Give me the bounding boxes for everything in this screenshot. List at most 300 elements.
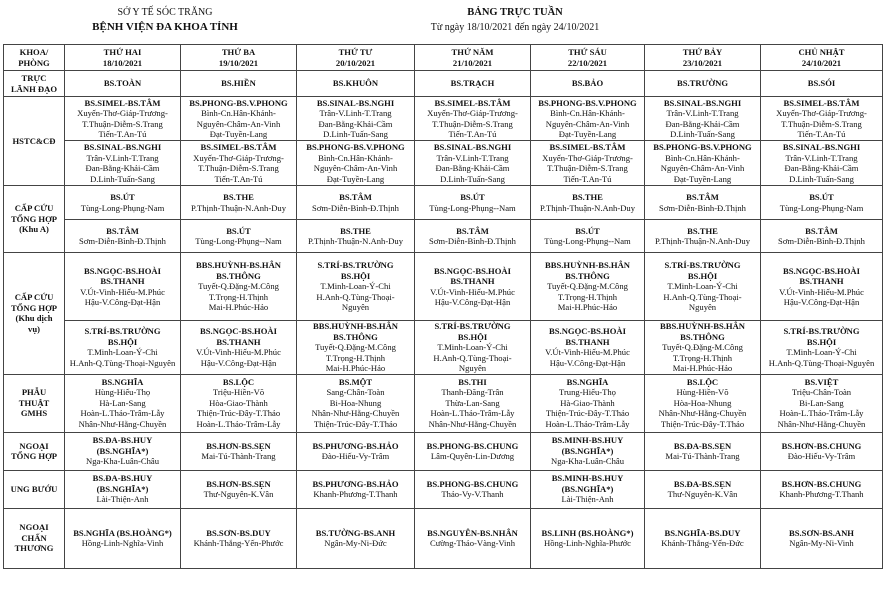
duty-doctors: BS.TƯỜNG-BS.ANH	[315, 527, 396, 538]
duty-staff: Tùng-Long-Phụng--Nam	[195, 236, 282, 246]
org-hospital: BỆNH VIỆN ĐA KHOA TỈNH	[92, 21, 238, 33]
duty-staff: Tùng-Long-Phụng-Nam	[80, 202, 165, 213]
duty-doctors: (BS.NGHĨA*)	[561, 483, 614, 494]
day-date: 23/10/2021	[682, 57, 723, 68]
duty-doctors: BS.HỘI	[687, 270, 718, 281]
duty-staff: Bình-Cn.Hân-Khánh-	[665, 152, 740, 163]
department-label-cell	[4, 71, 65, 97]
duty-doctors: BS.LỘC	[222, 376, 255, 387]
department-label-line: CẤP CỨU	[14, 203, 54, 214]
day-date: 19/10/2021	[218, 57, 259, 68]
duty-doctors: BS.NGỌC-BS.HOÀI	[434, 265, 511, 276]
duty-staff: Hoàn-L.Thảo-Trâm-Lẫy	[430, 408, 515, 419]
duty-staff: Hoàn-L.Thảo-Trâm-Lẫy	[545, 418, 630, 429]
duty-cell	[761, 220, 883, 253]
duty-cell	[531, 186, 645, 220]
duty-staff: Sơm-Diễn-Bình-Đ.Thịnh	[778, 236, 865, 246]
duty-staff: Nhân-Như-Hằng-Chuyền	[428, 418, 517, 429]
duty-doctors: BS.TOÀN	[103, 78, 142, 89]
duty-cell	[415, 71, 531, 97]
roster-row	[4, 97, 883, 141]
day-header-cell	[761, 45, 883, 71]
duty-doctors: BS.THANH	[450, 276, 495, 286]
duty-staff: Mai-Tú-Thành-Trang	[665, 451, 740, 461]
corner-label-line: PHÒNG	[18, 57, 50, 68]
duty-cell	[531, 508, 645, 568]
duty-doctors: BS.KHUÔN	[332, 78, 379, 89]
duty-staff: Nguyên-Châm-An-Vinh	[313, 163, 398, 173]
duty-staff: Tiến-T.An-Tú	[214, 173, 263, 184]
duty-cell	[761, 432, 883, 470]
duty-staff: D.Linh-Tuấn-Sang	[670, 129, 735, 139]
department-label-line: CHẤN	[21, 532, 47, 543]
duty-cell	[65, 321, 181, 375]
duty-staff: T.Trọng-H.Thịnh	[557, 291, 618, 302]
duty-staff: Nhân-Như-Hằng-Chuyền	[777, 418, 866, 429]
duty-doctors: BS.NGUYÊN-BS.NHÂN	[427, 527, 518, 538]
duty-staff: T.Minh-Loan-Ý-Chi	[437, 342, 508, 352]
duty-doctors: BS.ĐA-BS.HUY	[92, 435, 153, 446]
duty-doctors: BS.BẢO	[571, 78, 604, 89]
duty-doctors: BBS.HUỲNH-BS.HÂN	[313, 321, 398, 331]
duty-doctors: BS.TÂM	[805, 225, 838, 236]
roster-date-range: Từ ngày 18/10/2021 đến ngày 24/10/2021	[430, 22, 600, 33]
department-label-cell	[4, 97, 65, 186]
duty-staff: Nguyên-Châm-An-Vinh	[196, 118, 281, 129]
duty-cell	[65, 374, 181, 432]
duty-doctors: BS.HỘI	[107, 336, 138, 347]
day-header-cell	[65, 45, 181, 71]
department-label-cell	[4, 508, 65, 568]
duty-staff: Xuyến-Thơ-Giáp-Trương-	[542, 152, 633, 163]
duty-doctors: BS.THANH	[216, 336, 261, 347]
duty-doctors: BS.ĐA-BS.SẸN	[673, 440, 732, 451]
duty-staff: T.Minh-Loan-Ý-Chi	[667, 281, 738, 292]
duty-staff: Tùng-Long-Phụng-Nam	[779, 202, 864, 213]
duty-cell	[645, 186, 761, 220]
duty-cell	[415, 97, 531, 141]
duty-staff: Đào-Hiếu-Vy-Trâm	[321, 451, 390, 461]
duty-doctors: BS.PHONG-BS.V.PHONG	[538, 97, 637, 108]
duty-doctors: BS.TÂM	[339, 192, 372, 202]
duty-staff: Tùng-Long-Phụng--Nam	[429, 202, 516, 213]
day-date: 22/10/2021	[567, 57, 608, 68]
duty-doctors: BS.VIỆT	[804, 376, 839, 387]
duty-staff: Sang-Chân-Toàn	[326, 387, 385, 398]
duty-cell	[761, 71, 883, 97]
duty-doctors: BS.HƠN-BS.SẸN	[206, 478, 271, 489]
duty-staff: Lâm-Quyên-Lin-Dương	[430, 451, 515, 461]
duty-staff: Nguyên-Châm-An-Vinh	[545, 118, 630, 129]
duty-staff: Nhân-Như-Hằng-Chuyền	[78, 418, 167, 429]
duty-staff: Xuyến-Thơ-Giáp-Trương-	[776, 108, 867, 118]
duty-staff: Mai-H.Phúc-Hảo	[325, 363, 386, 373]
duty-cell	[531, 141, 645, 186]
roster-row	[4, 374, 883, 432]
duty-cell	[415, 220, 531, 253]
duty-cell	[181, 374, 297, 432]
day-header-cell	[297, 45, 415, 71]
day-date: 24/10/2021	[801, 57, 842, 68]
duty-doctors: BS.THANH	[799, 276, 844, 286]
day-header-cell	[531, 45, 645, 71]
duty-cell	[761, 253, 883, 321]
day-header-cell	[645, 45, 761, 71]
duty-cell	[415, 253, 531, 321]
duty-doctors: BS.THÔNG	[680, 331, 725, 342]
duty-doctors: BS.THANH	[100, 276, 145, 286]
duty-staff: H.Anh-Q.Tùng-Thoại-	[316, 291, 395, 302]
roster-row	[4, 321, 883, 375]
day-name: CHỦ NHẬT	[798, 47, 845, 57]
duty-staff: Bình-Cn.Hân-Khánh-	[201, 108, 276, 118]
department-label-cell	[4, 432, 65, 470]
duty-staff: Đạt-Tuyền-Lang	[558, 129, 617, 139]
duty-doctors: BS.LỘC	[686, 376, 719, 387]
department-label-line: THƯƠNG	[14, 543, 54, 554]
duty-doctors: S.TRÍ-BS.TRƯỜNG	[317, 260, 394, 271]
header-row	[4, 45, 883, 71]
corner-label-line: KHOA/	[19, 47, 49, 57]
duty-doctors: S.TRÍ-BS.TRƯỜNG	[84, 326, 161, 337]
duty-staff: Mai-Tú-Thành-Trang	[201, 451, 276, 461]
duty-doctors: BS.SINAL-BS.NGHI	[433, 142, 512, 152]
department-label-line: NGOẠI	[19, 522, 49, 533]
duty-staff: Khanh-Phương-T.Thanh	[779, 489, 864, 499]
duty-staff: T.Minh-Loan-Ý-Chi	[786, 347, 857, 358]
duty-staff: Hậu-V.Công-Đạt-Hận	[200, 357, 277, 368]
duty-cell	[181, 253, 297, 321]
duty-staff: Đan-Bằng-Khải-Cầm	[665, 118, 740, 129]
duty-doctors: BS.SINAL-BS.NGHI	[663, 97, 742, 108]
department-label-line: TRỰC	[21, 73, 47, 83]
duty-staff: Triệu-Hiền-Võ	[212, 387, 265, 398]
duty-cell	[531, 470, 645, 508]
duty-cell	[761, 321, 883, 375]
duty-staff: Đan-Bằng-Khải-Cầm	[318, 118, 393, 129]
duty-staff: Hoàn-L.Thảo-Trâm-Lẫy	[196, 418, 281, 429]
duty-staff: Nhân-Như-Hằng-Chuyền	[658, 408, 747, 419]
duty-staff: Thư-Nguyên-K.Vân	[203, 489, 274, 499]
duty-doctors: BS.SÓI	[807, 78, 836, 89]
duty-staff: Hậu-V.Công-Đạt-Hận	[549, 357, 626, 368]
duty-staff: T.Thuận-Diễm-S.Trang	[198, 163, 279, 173]
department-label-line: HSTC&CĐ	[12, 135, 56, 146]
department-label-cell	[4, 374, 65, 432]
duty-staff: Hà-Lan-Sang	[99, 397, 146, 408]
duty-staff: T.Thuận-Diễm-S.Trang	[432, 118, 513, 129]
duty-staff: Sơm-Diễn-Bình-Đ.Thịnh	[312, 202, 399, 213]
duty-doctors: BS.THE	[572, 192, 603, 202]
department-label-cell	[4, 186, 65, 253]
duty-doctors: BS.HIỀN	[221, 78, 256, 89]
duty-staff: Bi-Hoa-Nhung	[329, 397, 382, 408]
duty-staff: Khánh-Thắng-Yến-Phước	[193, 538, 284, 548]
duty-staff: Hậu-V.Công-Đạt-Hận	[783, 297, 860, 307]
duty-doctors: BS.ÚT	[110, 192, 135, 202]
duty-doctors: BS.MINH-BS.HUY	[551, 473, 624, 484]
department-label-line: UNG BƯỚU	[10, 483, 58, 494]
department-label-line: PHẪU	[21, 387, 47, 398]
duty-staff: V.Út-Vinh-Hiếu-M.Phúc	[80, 286, 165, 297]
duty-staff: V.Út-Vinh-Hiếu-M.Phúc	[779, 286, 864, 297]
duty-doctors: BS.NGHĨA-BS.DUY	[664, 527, 741, 538]
duty-staff: Hòa-Giao-Thành	[209, 397, 268, 408]
duty-cell	[645, 71, 761, 97]
duty-cell	[761, 141, 883, 186]
duty-cell	[65, 253, 181, 321]
duty-staff: P.Thịnh-Thuận-N.Anh-Duy	[655, 236, 750, 246]
duty-doctors: BS.MINH-BS.HUY	[551, 435, 624, 446]
duty-doctors: S.TRÍ-BS.TRƯỜNG	[434, 321, 511, 331]
duty-doctors: BS.LINH (BS.HOÀNG*)	[541, 527, 634, 538]
duty-cell	[297, 97, 415, 141]
duty-doctors: BS.SINAL-BS.NGHI	[83, 142, 162, 152]
duty-staff: H.Anh-Q.Tùng-Thoại-Nguyên	[768, 357, 875, 368]
duty-cell	[181, 71, 297, 97]
duty-cell	[297, 432, 415, 470]
duty-doctors: BS.PHONG-BS.V.PHONG	[306, 142, 405, 152]
duty-staff: Bình-Cn.Hân-Khánh-	[318, 152, 393, 163]
duty-cell	[65, 186, 181, 220]
duty-doctors: BS.THÔNG	[565, 270, 610, 281]
duty-staff: Đan-Bằng-Khải-Cầm	[85, 163, 160, 173]
department-label-cell	[4, 470, 65, 508]
duty-doctors: BS.THANH	[565, 336, 610, 347]
duty-doctors: BS.TRẠCH	[450, 78, 495, 89]
duty-doctors: BS.PHONG-BS.CHUNG	[426, 440, 519, 451]
duty-cell	[65, 97, 181, 141]
day-date: 21/10/2021	[452, 57, 493, 68]
duty-staff: Tiến-T.An-Tú	[563, 173, 612, 184]
duty-cell	[65, 141, 181, 186]
duty-staff: Hùng-Hiền-Võ	[676, 387, 729, 398]
duty-doctors: BS.HƠN-BS.SẸN	[206, 440, 271, 451]
duty-doctors: BS.THE	[687, 225, 718, 236]
department-label-line: vụ)	[28, 323, 40, 334]
duty-doctors: BS.ÚT	[575, 225, 600, 236]
duty-staff: Tuyết-Q.Đặng-M.Công	[315, 342, 396, 352]
duty-cell	[645, 141, 761, 186]
department-label-line: LÃNH ĐẠO	[10, 83, 58, 94]
duty-doctors: BS.PHONG-BS.CHUNG	[426, 478, 519, 489]
duty-cell	[65, 71, 181, 97]
duty-staff: Trân-V.Linh-T.Trang	[666, 108, 739, 118]
duty-staff: Hồng-Linh-Nghĩa-Vinh	[81, 538, 164, 548]
roster-table	[3, 44, 883, 569]
duty-staff: Tuyết-Q.Đặng-M.Công	[547, 281, 628, 292]
duty-staff: P.Thịnh-Thuận-N.Anh-Duy	[308, 236, 403, 246]
duty-staff: Đạt-Tuyền-Lang	[209, 129, 268, 139]
day-date: 20/10/2021	[335, 57, 376, 68]
duty-doctors: BS.THÔNG	[333, 331, 378, 342]
duty-staff: T.Trọng-H.Thịnh	[208, 291, 269, 302]
duty-cell	[761, 186, 883, 220]
duty-staff: Trân-V.Linh-T.Trang	[785, 152, 858, 163]
duty-staff: Xuyến-Thơ-Giáp-Trương-	[427, 108, 518, 118]
department-label-line: NGOẠI	[19, 440, 49, 451]
duty-staff: Xuyến-Thơ-Giáp-Trương-	[77, 108, 168, 118]
duty-staff: Thiện-Trúc-Đây-T.Thảo	[545, 408, 630, 419]
duty-staff: V.Út-Vinh-Hiếu-M.Phúc	[545, 347, 630, 358]
duty-staff: H.Anh-Q.Tùng-Thoại-Nguyên	[69, 357, 176, 368]
duty-cell	[645, 321, 761, 375]
duty-staff: D.Linh-Tuấn-Sang	[440, 173, 505, 184]
duty-doctors: BS.SIMEL-BS.TÂM	[84, 97, 161, 108]
duty-staff: D.Linh-Tuấn-Sang	[323, 129, 388, 139]
day-date: 18/10/2021	[102, 57, 143, 68]
duty-doctors: BS.SƠN-BS.DUY	[206, 527, 271, 538]
duty-cell	[531, 220, 645, 253]
duty-doctors: BS.HƠN-BS.CHUNG	[781, 478, 862, 489]
duty-staff: H.Anh-Q.Tùng-Thoại-	[433, 352, 512, 363]
duty-cell	[181, 220, 297, 253]
duty-cell	[65, 432, 181, 470]
department-label-line: CẤP CỨU	[14, 292, 54, 303]
duty-staff: Đạt-Tuyền-Lang	[673, 173, 732, 184]
day-name: THỨ BA	[221, 47, 256, 57]
duty-staff: Mai-H.Phúc-Hảo	[672, 363, 733, 373]
duty-cell	[761, 374, 883, 432]
duty-cell	[531, 253, 645, 321]
duty-doctors: S.TRÍ-BS.TRƯỜNG	[664, 260, 741, 271]
duty-cell	[761, 508, 883, 568]
roster-row	[4, 432, 883, 470]
duty-doctors: BS.PHƯƠNG-BS.HẢO	[312, 440, 399, 451]
duty-staff: Tùng-Long-Phụng--Nam	[544, 236, 631, 246]
duty-staff: Lài-Thiện-Anh	[96, 494, 149, 505]
duty-cell	[761, 470, 883, 508]
department-label-line: THUẬT	[18, 397, 50, 408]
duty-cell	[181, 470, 297, 508]
org-department: SỞ Y TẾ SÓC TRĂNG	[117, 7, 213, 18]
department-label-line: TỔNG HỢP	[10, 302, 58, 313]
duty-cell	[297, 141, 415, 186]
duty-staff: T.Thuận-Diễm-S.Trang	[547, 163, 628, 173]
duty-staff: Nguyên	[341, 302, 370, 313]
duty-staff: T.Trọng-H.Thịnh	[672, 352, 733, 363]
duty-staff: Bình-Cn.Hân-Khánh-	[550, 108, 625, 118]
duty-staff: Nga-Kha-Luân-Châu	[85, 456, 160, 467]
duty-cell	[297, 186, 415, 220]
duty-staff: Hồng-Linh-Nghĩa-Phước	[543, 538, 631, 548]
duty-cell	[415, 432, 531, 470]
department-label-line: GMHS	[20, 408, 48, 419]
duty-doctors: BS.THI	[458, 376, 487, 387]
duty-doctors: BS.TRƯỜNG	[676, 78, 728, 89]
duty-doctors: BS.HỘI	[457, 331, 488, 342]
duty-staff: Nhân-Như-Hằng-Chuyền	[311, 408, 400, 419]
duty-staff: Nguyên	[688, 302, 717, 313]
duty-doctors: BS.HỘI	[806, 336, 837, 347]
duty-staff: Mai-H.Phúc-Hảo	[208, 302, 269, 313]
duty-staff: T.Minh-Loan-Ý-Chi	[320, 281, 391, 292]
duty-doctors: BS.NGHĨA	[566, 376, 609, 387]
duty-doctors: (BS.NGHĨA*)	[96, 445, 149, 456]
duty-staff: D.Linh-Tuấn-Sang	[789, 173, 854, 184]
duty-cell	[415, 186, 531, 220]
duty-cell	[645, 220, 761, 253]
duty-cell	[645, 432, 761, 470]
duty-staff: Khanh-Phương-T.Thanh	[313, 489, 398, 499]
duty-staff: Thư-Nguyên-K.Vân	[667, 489, 738, 499]
duty-cell	[761, 97, 883, 141]
duty-staff: Nguyên-Châm-An-Vinh	[660, 163, 745, 173]
duty-cell	[645, 508, 761, 568]
roster-row	[4, 186, 883, 220]
day-header-cell	[415, 45, 531, 71]
duty-staff: Sơm-Diễn-Bình-Đ.Thịnh	[429, 236, 516, 246]
duty-doctors: BS.HỘI	[340, 270, 371, 281]
department-label-line: (Khu A)	[19, 224, 49, 235]
duty-doctors: BS.NGỌC-BS.HOÀI	[783, 265, 860, 276]
duty-staff: T.Thuận-Diễm-S.Trang	[82, 118, 163, 129]
duty-staff: Hà-Giao-Thành	[560, 397, 615, 408]
duty-doctors: S.TRÍ-BS.TRƯỜNG	[783, 326, 860, 337]
roster-header	[310, 6, 720, 34]
duty-doctors: BS.TÂM	[686, 192, 719, 202]
duty-cell	[415, 374, 531, 432]
duty-cell	[531, 71, 645, 97]
duty-staff: Sơm-Diễn-Bình-Đ.Thịnh	[659, 202, 746, 213]
duty-doctors: BS.SINAL-BS.NGHI	[316, 97, 395, 108]
duty-staff: Đan-Bằng-Khải-Cầm	[435, 163, 510, 173]
duty-cell	[645, 470, 761, 508]
roster-row	[4, 141, 883, 186]
duty-staff: Hùng-Hiếu-Thọ	[94, 387, 151, 398]
duty-doctors: BS.NGỌC-BS.HOÀI	[84, 265, 161, 276]
day-name: THỨ NĂM	[451, 47, 494, 57]
day-name: THỨ BẢY	[682, 47, 723, 57]
duty-doctors: BS.SIMEL-BS.TÂM	[200, 142, 277, 152]
duty-cell	[645, 253, 761, 321]
duty-doctors: BS.SINAL-BS.NGHI	[782, 142, 861, 152]
duty-staff: Bi-Lan-Sang	[799, 397, 844, 408]
duty-staff: Khánh-Thắng-Yến-Đức	[661, 538, 744, 548]
duty-cell	[181, 432, 297, 470]
duty-staff: Trung-Hiếu-Thọ	[559, 387, 616, 398]
duty-doctors: BS.SIMEL-BS.TÂM	[549, 142, 626, 152]
duty-doctors: BS.NGỌC-BS.HOÀI	[200, 326, 277, 337]
duty-staff: T.Thuận-Diễm-S.Trang	[781, 118, 862, 129]
duty-doctors: BBS.HUỲNH-BS.HÂN	[660, 321, 745, 331]
duty-cell	[297, 71, 415, 97]
duty-doctors: BS.NGHĨA	[101, 376, 144, 387]
duty-staff: Cường-Thảo-Vàng-Vinh	[429, 538, 516, 548]
duty-doctors: BS.ÚT	[460, 192, 485, 202]
day-name: THỨ TƯ	[338, 47, 373, 57]
duty-doctors: BS.PHONG-BS.V.PHONG	[653, 142, 752, 152]
duty-doctors: BS.THE	[223, 192, 254, 202]
duty-cell	[181, 97, 297, 141]
duty-doctors: BS.THÔNG	[216, 270, 261, 281]
day-header-cell	[181, 45, 297, 71]
duty-staff: Trân-V.Linh-T.Trang	[436, 152, 509, 163]
duty-cell	[297, 508, 415, 568]
duty-cell	[531, 321, 645, 375]
duty-doctors: BBS.HUỲNH-BS.HÂN	[545, 260, 630, 271]
duty-staff: Hoàn-L.Thảo-Trâm-Lẫy	[779, 408, 864, 419]
duty-cell	[531, 374, 645, 432]
duty-cell	[415, 508, 531, 568]
corner-header-cell	[4, 45, 65, 71]
duty-staff: P.Thịnh-Thuận-N.Anh-Duy	[191, 202, 286, 213]
duty-cell	[415, 321, 531, 375]
duty-doctors: BS.THE	[340, 225, 371, 236]
duty-cell	[65, 470, 181, 508]
duty-staff: Xuyến-Thơ-Giáp-Trương-	[193, 152, 284, 163]
duty-staff: Hậu-V.Công-Đạt-Hận	[84, 297, 161, 307]
